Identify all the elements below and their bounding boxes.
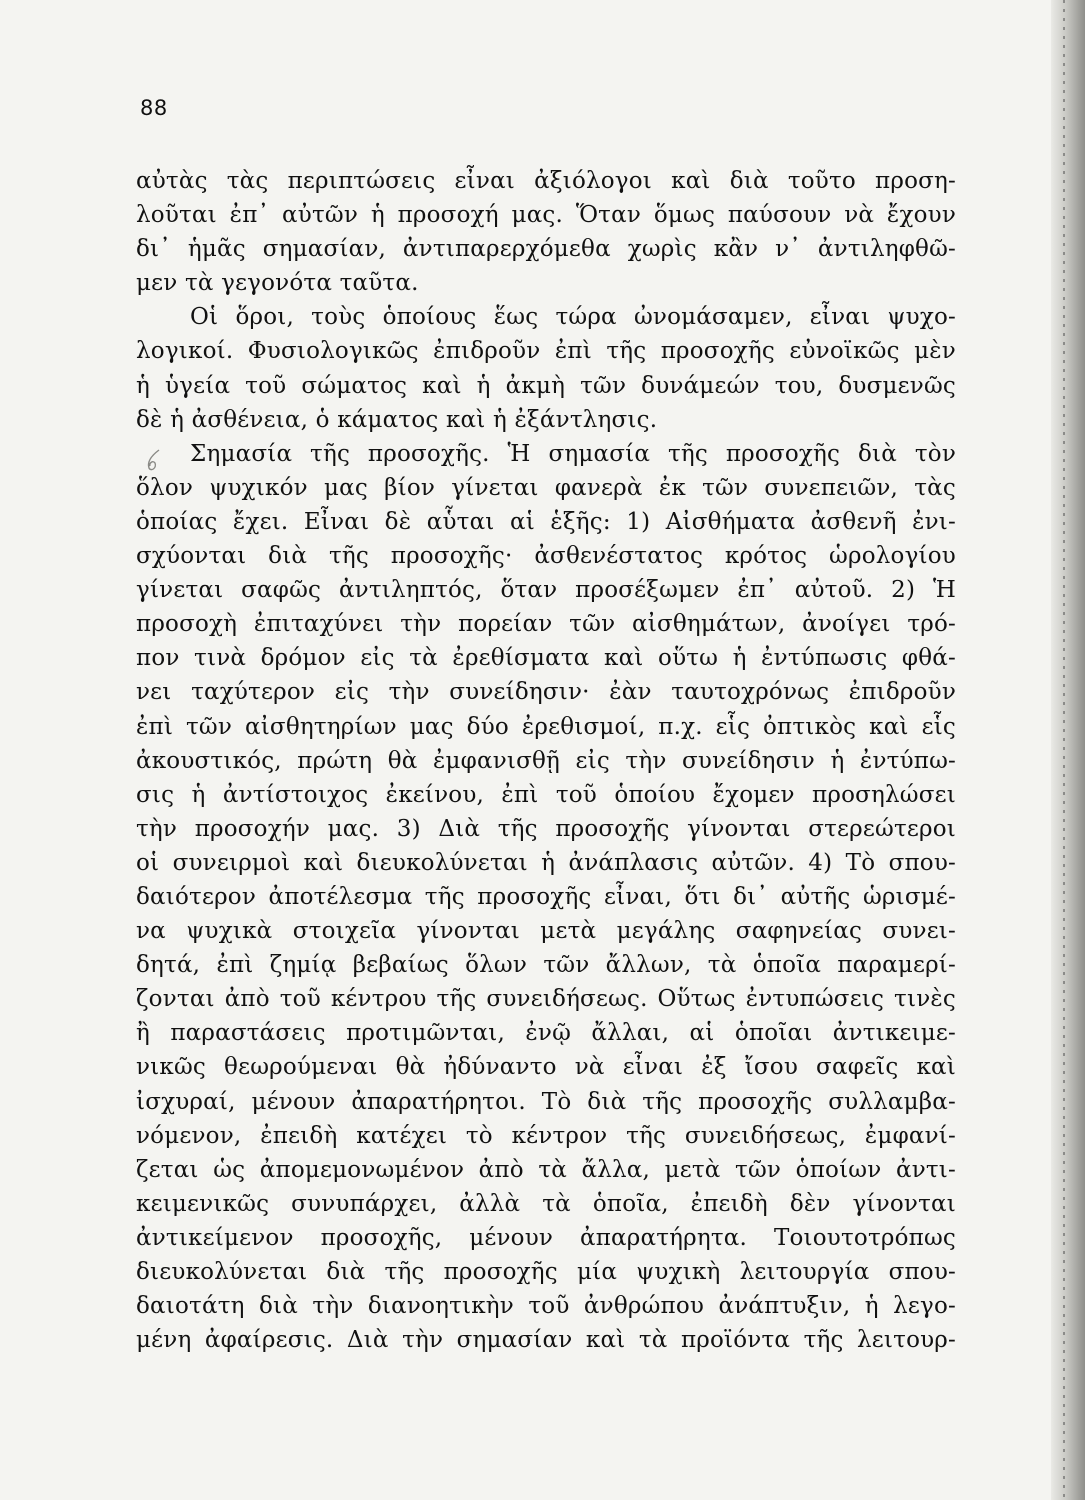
text-line: νει ταχύτερον εἰς τὴν συνείδησιν· ἐὰν ταυτοχρόνως ἐπιδροῦν [136,679,956,706]
text-line: σις ἡ ἀντίστοιχος ἐκείνου, ἐπὶ τοῦ ὁποίου ἔχομεν προσηλώσει [136,781,956,808]
text-line: ἀντικείμενον προσοχῆς, μένουν ἀπαρατήρητα. Τοιουτοτρόπως [136,1224,956,1251]
text-line: ἐπὶ τῶν αἰσθητηρίων μας δύο ἐρεθισμοί, π.χ. εἷς ὀπτικὸς καὶ εἷς [136,713,956,740]
text-line: ἡ ὑγεία τοῦ σώματος καὶ ἡ ἀκμὴ τῶν δυνάμεών του, δυσμενῶς [136,372,956,399]
text-line: ζονται ἀπὸ τοῦ κέντρου τῆς συνειδήσεως. Οὕτως ἐντυπώσεις τινὲς [136,986,956,1013]
text-line: να ψυχικὰ στοιχεῖα γίνονται μετὰ μεγάλης σαφηνείας συνει- [136,918,956,945]
text-line: μένη ἀφαίρεσις. Διὰ τὴν σημασίαν καὶ τὰ προϊόντα τῆς λειτουρ- [136,1327,956,1354]
text-line: ἢ παραστάσεις προτιμῶνται, ἐνῷ ἄλλαι, αἱ ὁποῖαι ἀντικειμε- [136,1020,956,1047]
text-line: δαιότερον ἀποτέλεσμα τῆς προσοχῆς εἶναι, ὅτι δι᾽ αὐτῆς ὡρισμέ- [136,883,956,910]
text-line: Οἱ ὅροι, τοὺς ὁποίους ἕως τώρα ὠνομάσαμεν, εἶναι ψυχο- [190,304,956,331]
text-line: πον τινὰ δρόμον εἰς τὰ ἐρεθίσματα καὶ οὕτω ἡ ἐντύπωσις φθά- [136,645,956,672]
text-line: προσοχὴ ἐπιταχύνει τὴν πορείαν τῶν αἰσθημάτων, ἀνοίγει τρό- [136,611,956,638]
text-line: ὅλον ψυχικόν μας βίον γίνεται φανερὰ ἐκ τῶν συνεπειῶν, τὰς [136,474,956,501]
page-number: 88 [140,96,168,120]
text-line: νικῶς θεωρούμεναι θὰ ἠδύναντο νὰ εἶναι ἐξ ἴσου σαφεῖς καὶ [136,1054,956,1081]
text-line: αὐτὰς τὰς περιπτώσεις εἶναι ἀξιόλογοι καὶ διὰ τοῦτο προση- [136,168,956,194]
text-line: ὁποίας ἔχει. Εἶναι δὲ αὗται αἱ ἑξῆς: 1) Αἰσθήματα ἀσθενῆ ἐνι- [136,508,956,535]
text-line: ζεται ὡς ἀπομεμονωμένον ἀπὸ τὰ ἄλλα, μετὰ τῶν ὁποίων ἀντι- [136,1156,956,1183]
text-line: μεν τὰ γεγονότα ταῦτα. [136,270,419,297]
body-text [136,164,956,1357]
book-page-edge [1051,0,1085,1500]
text-line: δὲ ἡ ἀσθένεια, ὁ κάματος καὶ ἡ ἐξάντλησις. [136,406,658,433]
text-line: οἱ συνειρμοὶ καὶ διευκολύνεται ἡ ἀνάπλασις αὐτῶν. 4) Τὸ σπου- [136,849,956,876]
text-line: κειμενικῶς συνυπάρχει, ἀλλὰ τὰ ὁποῖα, ἐπειδὴ δὲν γίνονται [136,1190,956,1217]
text-line: Σημασία τῆς προσοχῆς. Ἡ σημασία τῆς προσοχῆς διὰ τὸν [190,440,956,467]
text-line: γίνεται σαφῶς ἀντιληπτός, ὅταν προσέξωμεν ἐπ᾽ αὐτοῦ. 2) Ἡ [136,577,956,604]
text-line: δι᾽ ἡμᾶς σημασίαν, ἀντιπαρερχόμεθα χωρὶς κἂν ν᾽ ἀντιληφθῶ- [136,236,956,263]
text-line: λογικοί. Φυσιολογικῶς ἐπιδροῦν ἐπὶ τῆς προσοχῆς εὐνοϊκῶς μὲν [136,338,956,365]
text-line: ἰσχυραί, μένουν ἀπαρατήρητοι. Τὸ διὰ τῆς προσοχῆς συλλαμβα- [136,1088,956,1115]
text-line: διευκολύνεται διὰ τῆς προσοχῆς μία ψυχικὴ λειτουργία σπου- [136,1259,956,1285]
text-line: δαιοτάτη διὰ τὴν διανοητικὴν τοῦ ἀνθρώπου ἀνάπτυξιν, ἡ λεγο- [136,1293,956,1320]
text-line: τὴν προσοχήν μας. 3) Διὰ τῆς προσοχῆς γίνονται στερεώτεροι [136,815,956,842]
text-line: νόμενον, ἐπειδὴ κατέχει τὸ κέντρον τῆς συνειδήσεως, ἐμφανί- [136,1122,956,1149]
text-line: σχύονται διὰ τῆς προσοχῆς· ἀσθενέστατος κρότος ὡρολογίου [136,543,956,570]
text-line: ἀκουστικός, πρώτη θὰ ἐμφανισθῇ εἰς τὴν συνείδησιν ἡ ἐντύπω- [136,747,956,774]
text-line: λοῦται ἐπ᾽ αὐτῶν ἡ προσοχή μας. Ὅταν ὅμως παύσουν νὰ ἔχουν [136,202,956,229]
text-line: δητά, ἐπὶ ζημίᾳ βεβαίως ὅλων τῶν ἄλλων, τὰ ὁποῖα παραμερί- [136,952,956,979]
